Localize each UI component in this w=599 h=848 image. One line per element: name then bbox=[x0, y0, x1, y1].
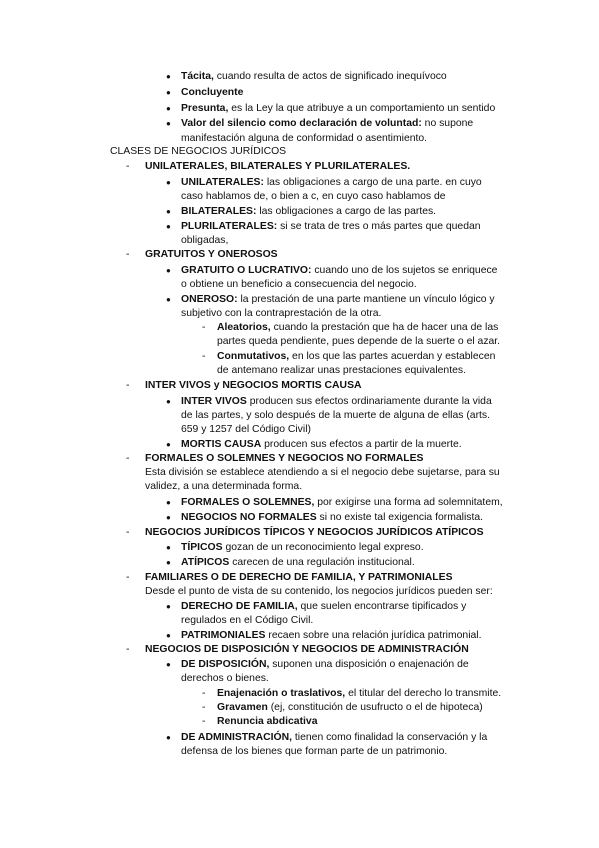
list-item-continuation: o obtiene un beneficio a consecuencia del negocio. bbox=[181, 279, 417, 290]
bullet-icon: ● bbox=[166, 104, 171, 113]
dash-marker: - bbox=[202, 702, 206, 713]
dash-marker: - bbox=[202, 322, 206, 333]
dash-marker: - bbox=[126, 644, 130, 655]
bullet-icon: ● bbox=[166, 88, 171, 97]
list-item-continuation: 659 y 1257 del Código Civil) bbox=[181, 424, 311, 435]
list-item: MORTIS CAUSA producen sus efectos a partir de la muerte. bbox=[181, 439, 462, 450]
subsection-heading: INTER VIVOS y NEGOCIOS MORTIS CAUSA bbox=[145, 380, 362, 391]
paragraph: Desde el punto de vista de su contenido, los negocios jurídicos pueden ser: bbox=[145, 586, 493, 597]
bullet-icon: ● bbox=[166, 178, 171, 187]
bullet-icon: ● bbox=[166, 733, 171, 742]
bullet-icon: ● bbox=[166, 119, 171, 128]
list-item: DE DISPOSICIÓN, suponen una disposición o enajenación de bbox=[181, 659, 469, 670]
list-item-continuation: obligadas, bbox=[181, 235, 229, 246]
list-item: PATRIMONIALES recaen sobre una relación jurídica patrimonial. bbox=[181, 630, 482, 641]
list-item: FORMALES O SOLEMNES, por exigirse una forma ad solemnitatem, bbox=[181, 497, 503, 508]
dash-marker: - bbox=[202, 688, 206, 699]
bullet-icon: ● bbox=[166, 660, 171, 669]
list-item: DERECHO DE FAMILIA, que suelen encontrarse tipificados y bbox=[181, 601, 467, 612]
list-item: PLURILATERALES: si se trata de tres o más partes que quedan bbox=[181, 221, 481, 232]
list-item-presunta: Presunta, es la Ley la que atribuye a un comportamiento un sentido bbox=[181, 103, 496, 114]
list-item: TÍPICOS gozan de un reconocimiento legal expreso. bbox=[181, 542, 424, 553]
bullet-icon: ● bbox=[166, 602, 171, 611]
subsection-heading: FORMALES O SOLEMNES Y NEGOCIOS NO FORMALES bbox=[145, 453, 424, 464]
list-item: NEGOCIOS NO FORMALES si no existe tal exigencia formalista. bbox=[181, 512, 483, 523]
bullet-icon: ● bbox=[166, 631, 171, 640]
list-item-concluyente: Concluyente bbox=[181, 87, 244, 98]
dash-marker: - bbox=[126, 249, 130, 260]
list-item-continuation: regulados en el Código Civil. bbox=[181, 615, 314, 626]
list-item-continuation: caso hablamos de, o bien a c, en cuyo caso hablamos de bbox=[181, 191, 446, 202]
dash-marker: - bbox=[126, 572, 130, 583]
dash-marker: - bbox=[126, 380, 130, 391]
bullet-icon: ● bbox=[166, 498, 171, 507]
list-item: ONEROSO: la prestación de una parte mantiene un vínculo lógico y bbox=[181, 294, 495, 305]
list-item-continuation: de las partes, y solo después de la muerte de alguna de ellas (arts. bbox=[181, 410, 491, 421]
subsection-heading: NEGOCIOS DE DISPOSICIÓN Y NEGOCIOS DE ADMINISTRACIÓN bbox=[145, 644, 469, 655]
list-item: ATÍPICOS carecen de una regulación institucional. bbox=[181, 557, 415, 568]
dash-marker: - bbox=[126, 161, 130, 172]
list-item-continuation: de antemano realizar unas prestaciones equivalentes. bbox=[217, 365, 466, 376]
sub-list-item: Conmutativos, en los que las partes acuerdan y establecen bbox=[217, 351, 496, 362]
subsection-heading: FAMILIARES O DE DERECHO DE FAMILIA, Y PATRIMONIALES bbox=[145, 572, 453, 583]
bullet-icon: ● bbox=[166, 543, 171, 552]
bullet-icon: ● bbox=[166, 266, 171, 275]
list-item: UNILATERALES: las obligaciones a cargo de una parte. en cuyo bbox=[181, 177, 482, 188]
bullet-icon: ● bbox=[166, 222, 171, 231]
sub-list-item: Gravamen (ej, constitución de usufructo o el de hipoteca) bbox=[217, 702, 483, 713]
list-item: DE ADMINISTRACIÓN, tienen como finalidad la conservación y la bbox=[181, 732, 488, 743]
list-item-continuation: defensa de los bienes que forman parte de un patrimonio. bbox=[181, 746, 448, 757]
subsection-heading: NEGOCIOS JURÍDICOS TÍPICOS Y NEGOCIOS JURÍDICOS ATÍPICOS bbox=[145, 527, 484, 538]
list-item-continuation: subjetivo con la contraprestación de la otra. bbox=[181, 308, 382, 319]
dash-marker: - bbox=[202, 716, 206, 727]
list-item-continuation: manifestación alguna de conformidad o asentimiento. bbox=[181, 133, 428, 144]
paragraph: Esta división se establece atendiendo a si el negocio debe sujetarse, para su bbox=[145, 467, 500, 478]
bullet-icon: ● bbox=[166, 295, 171, 304]
list-item-continuation: partes queda pendiente, pues depende de la suerte o el azar. bbox=[217, 336, 501, 347]
bullet-icon: ● bbox=[166, 513, 171, 522]
list-item: BILATERALES: las obligaciones a cargo de las partes. bbox=[181, 206, 437, 217]
dash-marker: - bbox=[126, 527, 130, 538]
list-item-valor-silencio: Valor del silencio como declaración de voluntad: no supone bbox=[181, 118, 474, 129]
list-item-tacita: Tácita, cuando resulta de actos de significado inequívoco bbox=[181, 71, 447, 82]
sub-list-item: Enajenación o traslativos, el titular del derecho lo transmite. bbox=[217, 688, 502, 699]
sub-list-item: Aleatorios, cuando la prestación que ha de hacer una de las bbox=[217, 322, 499, 333]
dash-marker: - bbox=[202, 351, 206, 362]
paragraph: validez, a una determinada forma. bbox=[145, 481, 303, 492]
subsection-heading: GRATUITOS Y ONEROSOS bbox=[145, 249, 278, 260]
subsection-heading: UNILATERALES, BILATERALES Y PLURILATERALES. bbox=[145, 161, 411, 172]
bullet-icon: ● bbox=[166, 397, 171, 406]
sub-list-item: Renuncia abdicativa bbox=[217, 716, 318, 727]
dash-marker: - bbox=[126, 453, 130, 464]
list-item-continuation: derechos o bienes. bbox=[181, 673, 269, 684]
list-item: INTER VIVOS producen sus efectos ordinariamente durante la vida bbox=[181, 396, 492, 407]
bullet-icon: ● bbox=[166, 440, 171, 449]
bullet-icon: ● bbox=[166, 72, 171, 81]
bullet-icon: ● bbox=[166, 558, 171, 567]
bullet-icon: ● bbox=[166, 207, 171, 216]
list-item: GRATUITO O LUCRATIVO: cuando uno de los sujetos se enriquece bbox=[181, 265, 498, 276]
section-heading: CLASES DE NEGOCIOS JURÍDICOS bbox=[110, 146, 287, 157]
